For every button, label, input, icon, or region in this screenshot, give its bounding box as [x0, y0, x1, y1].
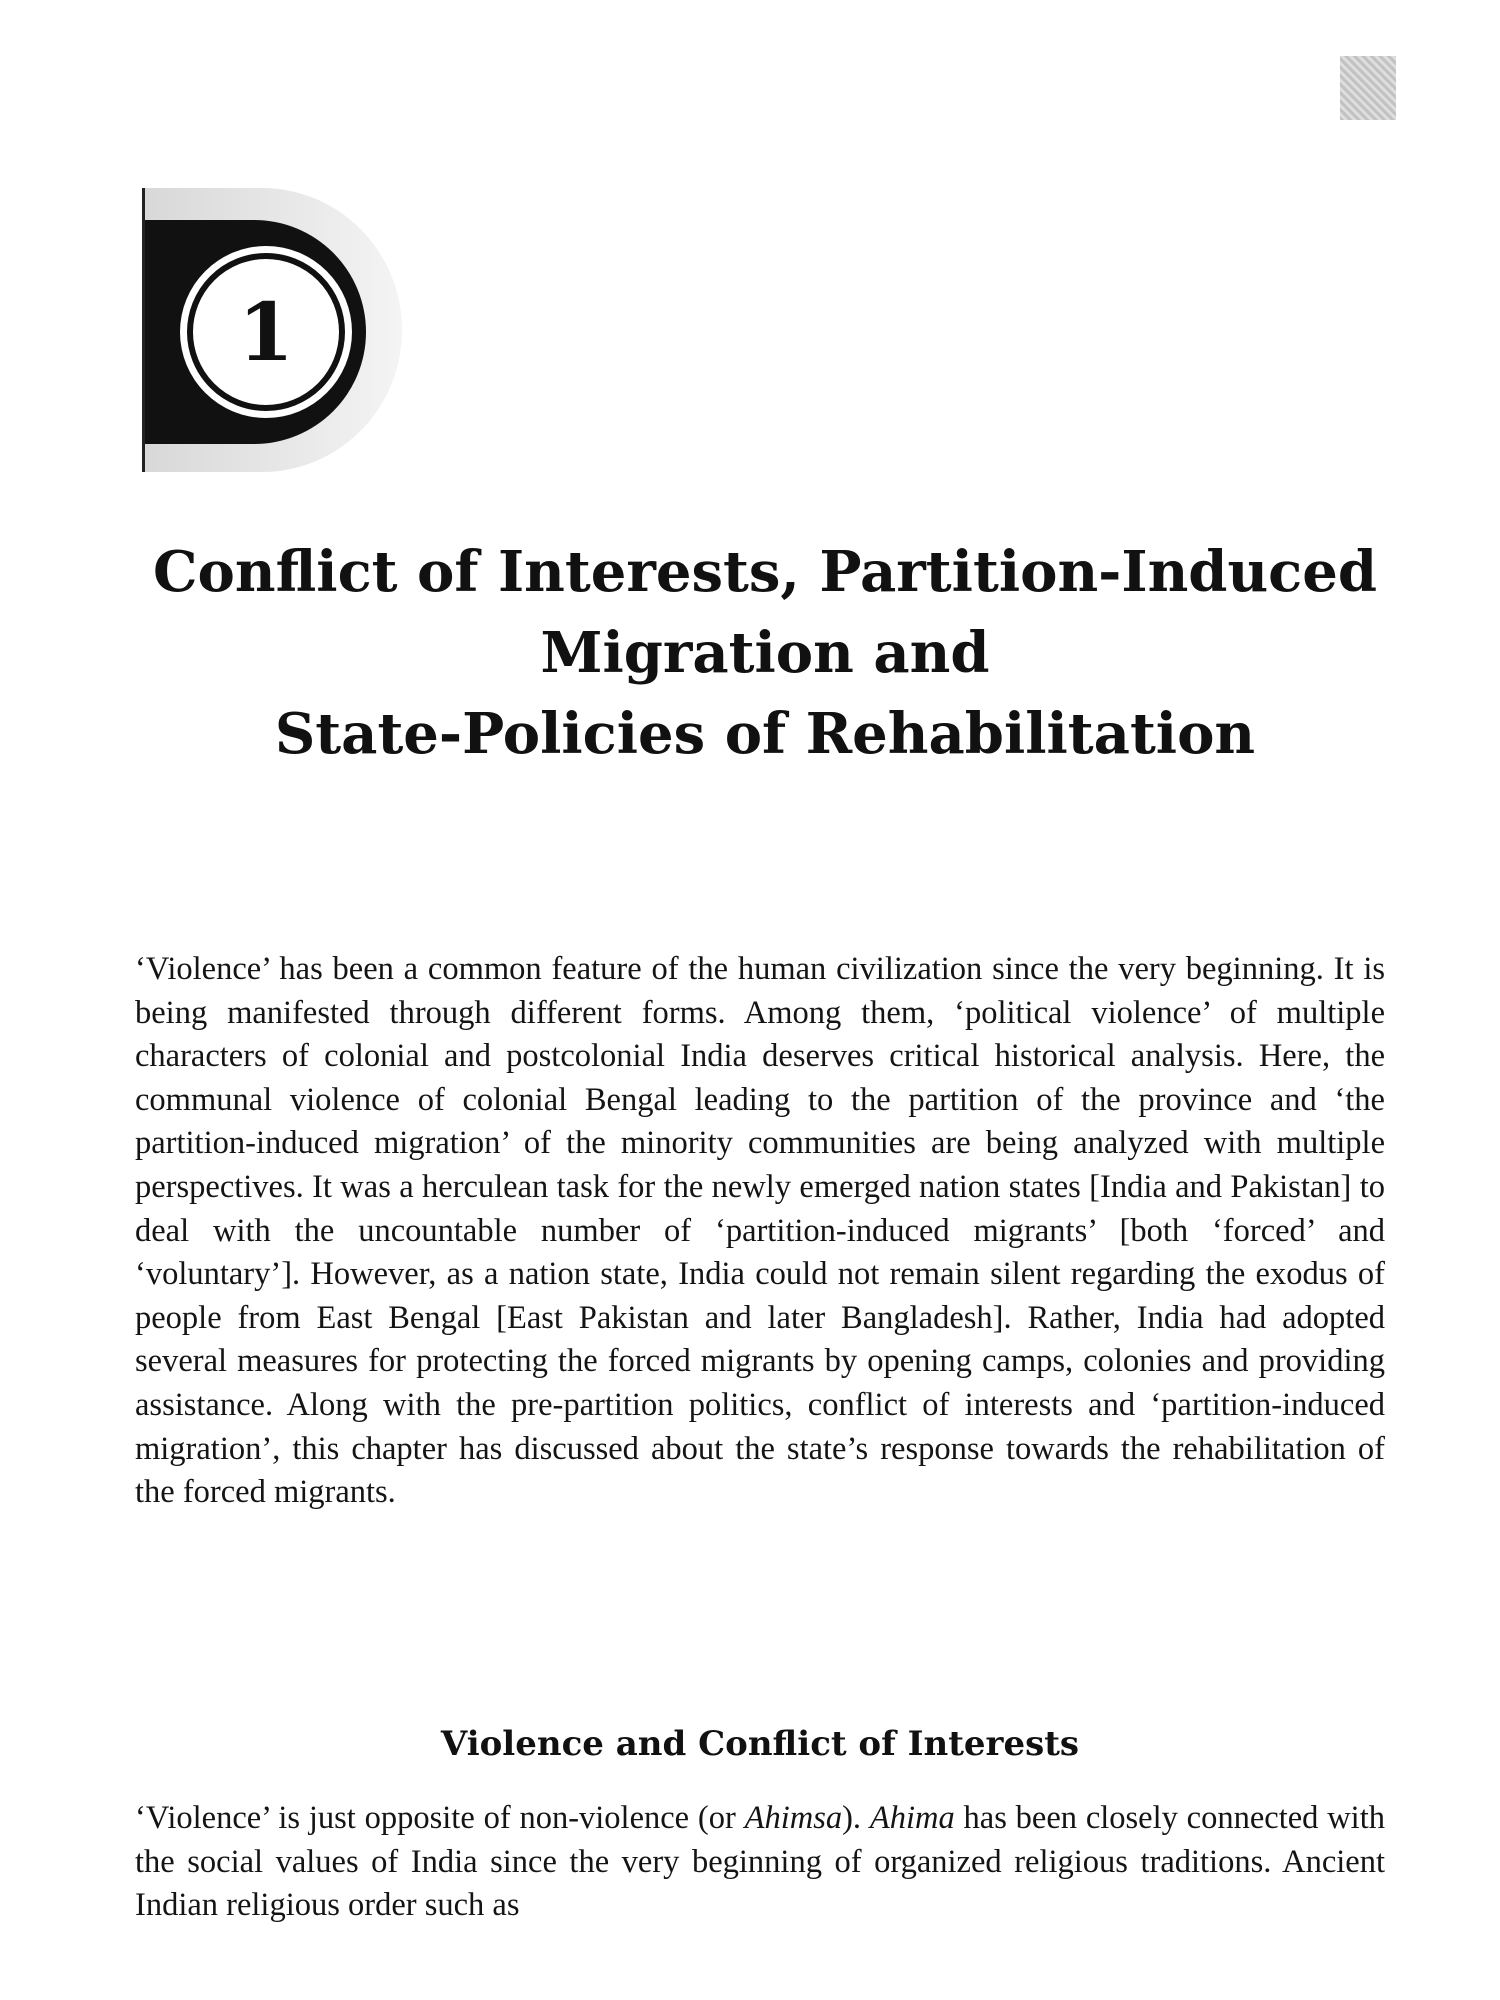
- chapter-emblem: [142, 186, 422, 476]
- section-paragraph-text-3: has been closely connected with the social values of India since the very beginning of organized religious traditions. Ancient Indian religious order such as: [135, 1800, 1385, 1924]
- intro-paragraph: ‘Violence’ has been a common feature of the human civilization since the very beginning. It is being manifested through different forms. Among them, ‘political violence’ of multiple characters of colonial and postcolonial India deserves critical historical analysis. Here, the communal violence of colonial Bengal leading to the partition of the province and ‘the partition-induced migration’ of the minority communities are being analyzed with multiple perspectives. It was a herculean task for the newly emerged nation states [India and Pakistan] to deal with the uncountable number of ‘partition-induced migrants’ [both ‘forced’ and ‘voluntary’]. However, as a nation state, India could not remain silent regarding the exodus of people from East Bengal [East Pakistan and later Bangladesh]. Rather, India had adopted several measures for protecting the forced migrants by opening camps, colonies and providing assistance. Along with the pre-partition politics, conflict of interests and ‘partition-induced migration’, this chapter has discussed about the state’s response towards the rehabilitation of the forced migrants.: [135, 951, 1385, 1511]
- chapter-title-line-2: Migration and: [540, 620, 990, 686]
- term-ahimsa: Ahimsa: [744, 1800, 843, 1836]
- chapter-number: 1: [238, 285, 294, 379]
- emblem-left-rule: [142, 188, 145, 472]
- chapter-title: [130, 532, 1400, 775]
- section-paragraph-text-2: ).: [842, 1800, 870, 1836]
- term-ahima: Ahima: [869, 1800, 955, 1836]
- section-paragraph-text-1: ‘Violence’ is just opposite of non-violence (or: [135, 1800, 745, 1836]
- section-paragraph: [135, 1797, 1385, 1928]
- chapter-title-line-1: Conflict of Interests, Partition-Induced: [152, 539, 1378, 605]
- section-heading: Violence and Conflict of Interests: [440, 1724, 1080, 1764]
- scan-corner-mark: [1340, 56, 1396, 120]
- chapter-title-line-3: State-Policies of Rehabilitation: [274, 701, 1256, 767]
